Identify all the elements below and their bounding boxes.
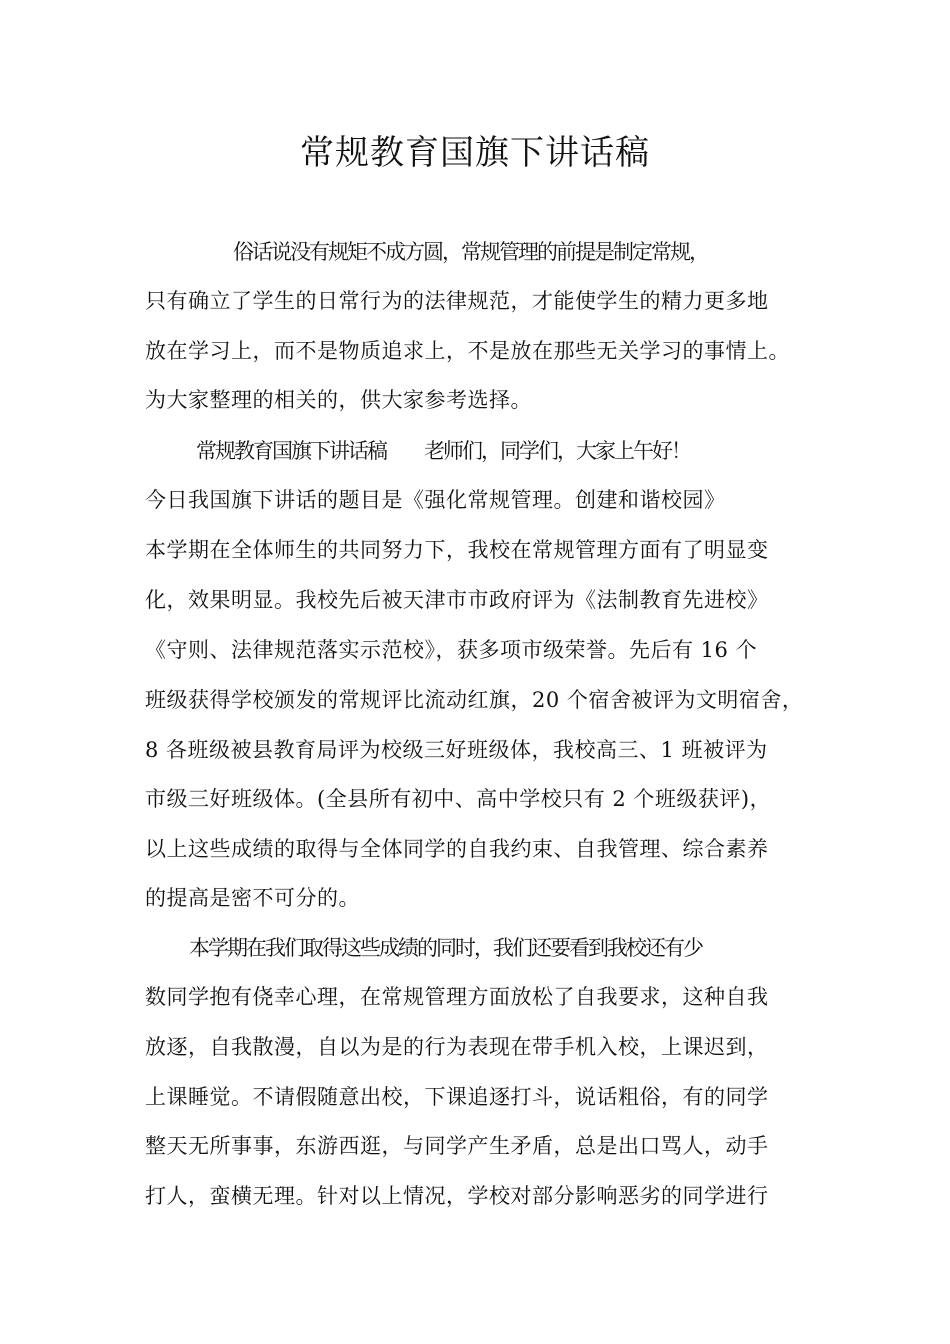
text-line: 今日我国旗下讲话的题目是《强化常规管理。创建和谐校园》 <box>145 488 726 512</box>
text-line: 俗话说没有规矩不成方圆，常规管理的前提是制定常规， <box>233 240 708 264</box>
text-line: 只有确立了学生的日常行为的法律规范，才能使学生的精力更多地 <box>145 289 769 313</box>
text-line: 以上这些成绩的取得与全体同学的自我约束、自我管理、综合素养 <box>145 837 769 861</box>
text-line: 放逐，自我散漫，自以为是的行为表现在带手机入校，上课迟到， <box>145 1035 769 1059</box>
text-line: 常规教育国旗下讲话稿 老师们，同学们，大家上午好！ <box>196 439 690 463</box>
text-line: 班级获得学校颁发的常规评比流动红旗，20 个宿舍被评为文明宿舍， <box>145 688 804 712</box>
text-line: 打人，蛮横无理。针对以上情况，学校对部分影响恶劣的同学进行 <box>145 1184 769 1208</box>
text-line: 本学期在我们取得这些成绩的同时，我们还要看到我校还有少 <box>189 936 702 960</box>
text-line: 化，效果明显。我校先后被天津市市政府评为《法制教育先进校》 <box>145 588 769 612</box>
text-line: 本学期在全体师生的共同努力下，我校在常规管理方面有了明显变 <box>145 538 769 562</box>
text-line: 《守则、法律规范落实示范校》，获多项市级荣誉。先后有 16 个 <box>145 638 758 662</box>
text-line: 的提高是密不可分的。 <box>145 886 360 910</box>
text-line: 数同学抱有侥幸心理，在常规管理方面放松了自我要求，这种自我 <box>145 985 769 1009</box>
text-line: 放在学习上，而不是物质追求上，不是放在那些无关学习的事情上。 <box>145 339 790 363</box>
text-line: 整天无所事事，东游西逛，与同学产生矛盾，总是出口骂人，动手 <box>145 1134 769 1158</box>
text-line: 市级三好班级体。(全县所有初中、高中学校只有 2 个班级获评)， <box>145 787 772 811</box>
text-line: 为大家整理的相关的，供大家参考选择。 <box>145 388 532 412</box>
text-line: 上课睡觉。不请假随意出校，下课追逐打斗，说话粗俗，有的同学 <box>145 1085 769 1109</box>
text-line: 8 各班级被县教育局评为校级三好班级体，我校高三、1 班被评为 <box>145 738 768 762</box>
document-title: 常规教育国旗下讲话稿 <box>300 133 650 173</box>
